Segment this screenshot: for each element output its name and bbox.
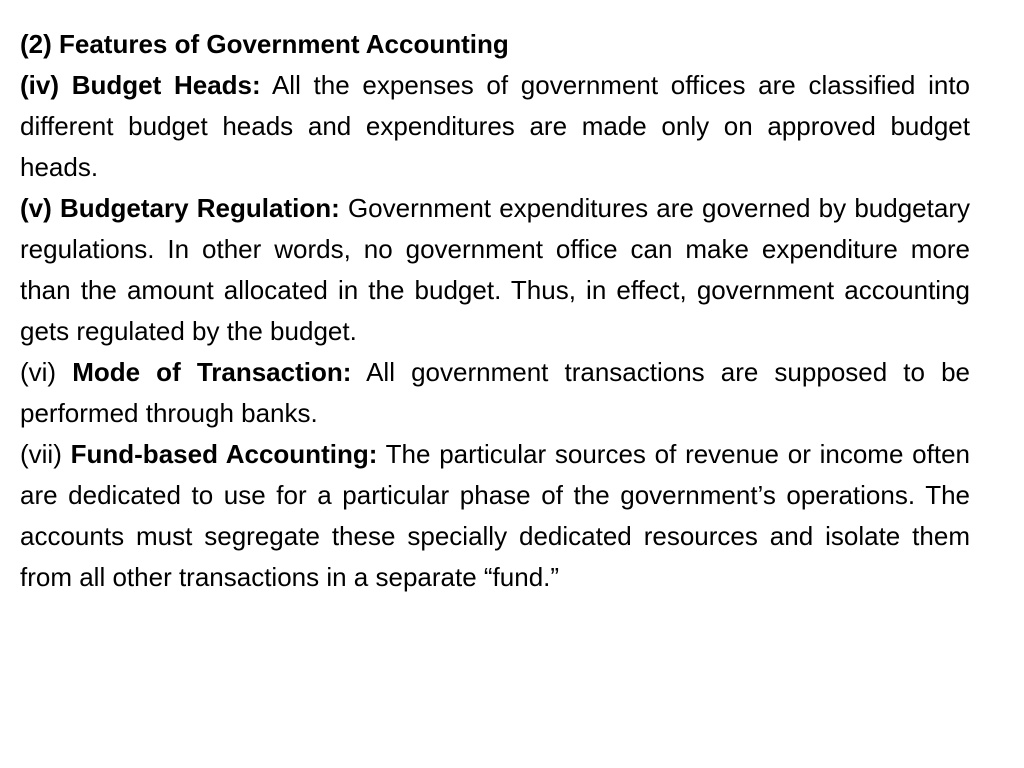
feature-budget-heads [20,65,970,188]
slide-body [20,24,970,598]
feature-heading: Mode of Transaction: [72,357,352,387]
feature-text: All the expenses of government offices are classified into different budget heads and expenditures are made only on approved budget heads. [20,70,971,182]
feature-mode-of-transaction [20,352,970,434]
feature-heading: Fund-based Accounting: [70,439,378,469]
feature-text: Government expenditures are governed by budgetary regulations. In other words, no government office can make expenditure more than the amount allocated in the budget. Thus, in effect, government accounting gets regulated by the budget. [20,193,970,346]
feature-budgetary-regulation [20,188,970,352]
feature-fund-based-accounting [20,434,970,598]
slide-title: (2) Features of Government Accounting [20,29,509,59]
feature-heading: Budgetary Regulation: [59,193,340,223]
feature-text: All government transactions are supposed to be performed through banks. [20,357,970,428]
feature-text: The particular sources of revenue or income often are dedicated to use for a particular phase of the government’s operations. The accounts must segregate these specially dedicated resources and isolate them from all other transactions in a separate “fund.” [20,439,970,592]
feature-number: (iv) [20,70,59,100]
feature-heading: Budget Heads: [71,70,261,100]
feature-number: (v) [20,193,52,223]
feature-number: (vii) [20,439,62,469]
feature-number: (vi) [20,357,57,387]
